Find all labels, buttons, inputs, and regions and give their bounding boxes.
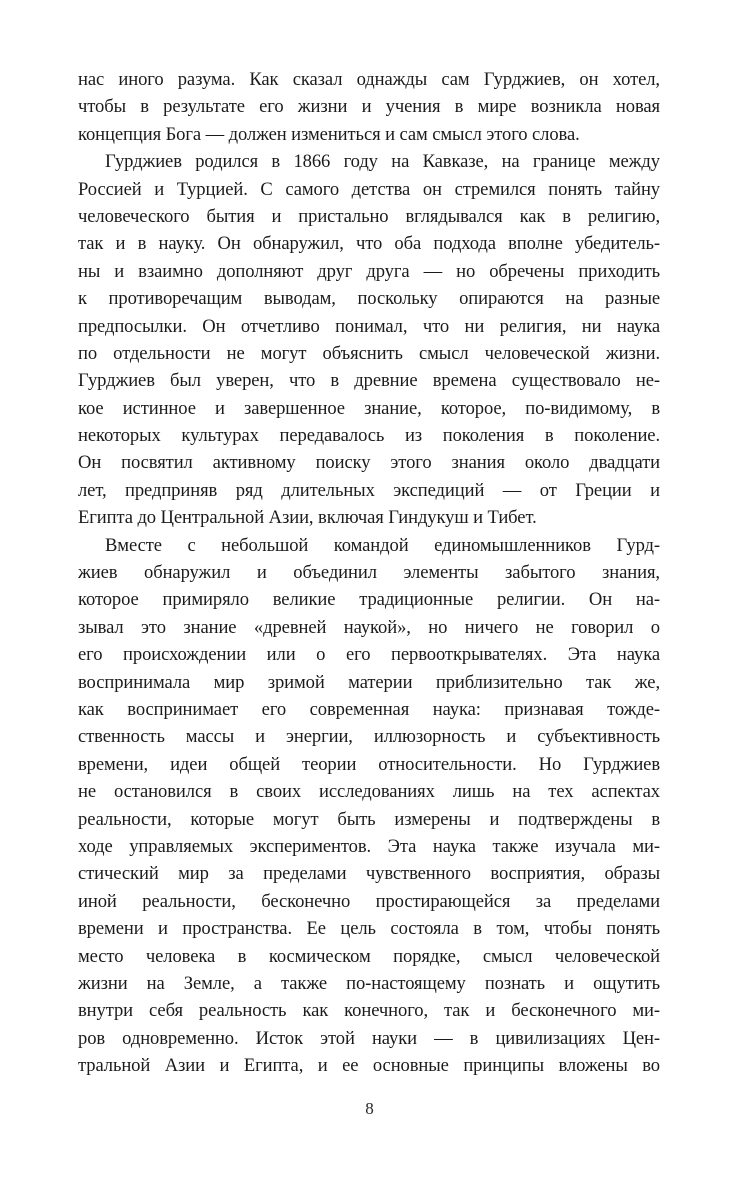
text-line: ходе управляемых экспериментов. Эта наука также изучала ми- (78, 835, 660, 857)
text-line: как воспринимает его современная наука: признавая тожде- (78, 698, 660, 720)
text-line: не остановился в своих исследованиях лишь на тех аспектах (78, 781, 660, 803)
text-line: некоторых культурах передавалось из поколения в поколение. (78, 425, 660, 447)
text-line: Он посвятил активному поиску этого знания около двадцати (78, 452, 660, 474)
text-line: жиев обнаружил и объединил элементы забытого знания, (78, 562, 660, 584)
text-line: которое примиряло великие традиционные религии. Он на- (78, 589, 660, 611)
text-line: его происхождении или о его первооткрывателях. Эта наука (78, 644, 660, 666)
text-line: нас иного разума. Как сказал однажды сам Гурджиев, он хотел, (78, 69, 660, 90)
text-line: зывал это знание «древней наукой», но ничего не говорил о (78, 616, 660, 638)
text-line: предпосылки. Он отчетливо понимал, что ни религия, ни наука (78, 315, 660, 337)
text-line: к противоречащим выводам, поскольку опираются на разные (78, 288, 660, 310)
text-line: времени, идеи общей теории относительности. Но Гурджиев (78, 753, 660, 775)
text-line: воспринимала мир зримой материи приблизительно так же, (78, 671, 660, 693)
text-line: стический мир за пределами чувственного восприятия, образы (78, 863, 660, 885)
text-line: по отдельности не могут объяснить смысл человеческой жизни. (78, 342, 660, 364)
text-line: так и в науку. Он обнаружил, что оба подхода вполне убедитель- (78, 233, 660, 255)
text-line: Гурджиев был уверен, что в древние времена существовало не- (78, 370, 660, 392)
page-number: 8 (365, 1099, 374, 1118)
text-line: ственность массы и энергии, иллюзорность и субъективность (78, 726, 660, 748)
paragraph (78, 532, 660, 1080)
text-line: человеческого бытия и пристально вглядывался как в религию, (78, 205, 660, 227)
text-line: внутри себя реальность как конечного, так и бесконечного ми- (78, 1000, 660, 1022)
text-line: времени и пространства. Ее цель состояла в том, чтобы понять (78, 918, 660, 940)
text-line: Египта до Центральной Азии, включая Гиндукуш и Тибет. (78, 507, 537, 529)
text-line: Вместе с небольшой командой единомышленников Гурд- (105, 534, 660, 556)
text-line: лет, предприняв ряд длительных экспедиций — от Греции и (78, 479, 660, 501)
text-line: место человека в космическом порядке, смысл человеческой (78, 945, 660, 967)
text-line: кое истинное и завершенное знание, которое, по-видимому, в (78, 397, 660, 419)
text-line: жизни на Земле, а также по-настоящему познать и ощутить (78, 972, 660, 994)
text-line: чтобы в результате его жизни и учения в мире возникла новая (78, 96, 660, 118)
text-line: иной реальности, бесконечно простирающейся за пределами (78, 890, 660, 912)
text-line: концепция Бога — должен измениться и сам смысл этого слова. (78, 123, 580, 145)
text-line: ров одновременно. Исток этой науки — в цивилизациях Цен- (78, 1027, 660, 1049)
text-block (78, 66, 660, 1079)
paragraph (78, 148, 660, 531)
text-line: ны и взаимно дополняют друг друга — но обречены приходить (78, 260, 660, 282)
text-line: Россией и Турцией. С самого детства он стремился понять тайну (78, 178, 660, 200)
text-line: Гурджиев родился в 1866 году на Кавказе, на границе между (105, 151, 660, 173)
text-line: тральной Азии и Египта, и ее основные принципы вложены во (78, 1055, 660, 1077)
paragraph (78, 66, 660, 148)
text-line: реальности, которые могут быть измерены и подтверждены в (78, 808, 660, 830)
